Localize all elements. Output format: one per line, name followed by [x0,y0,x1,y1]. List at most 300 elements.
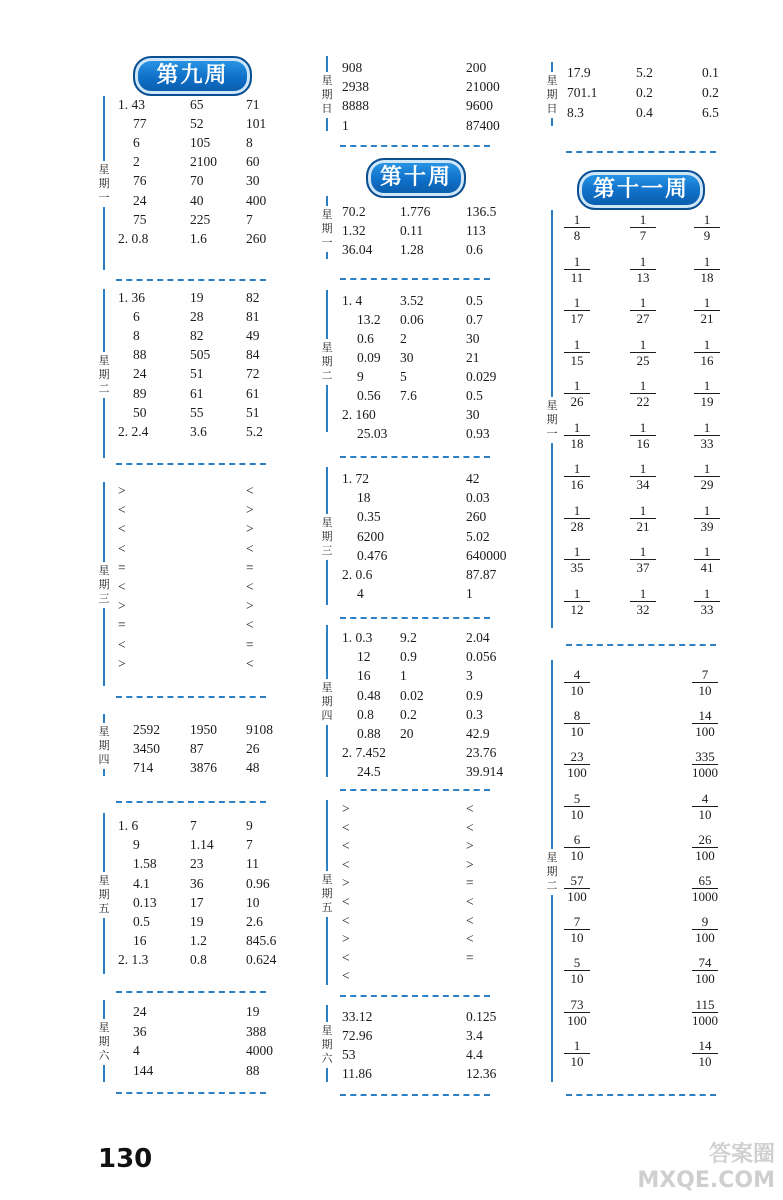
fraction-answer [630,420,656,451]
answer-cell: 0.056 [466,649,497,665]
dashed-separator [566,644,716,646]
dashed-separator [116,696,266,698]
fraction-numerator: 6 [573,831,581,847]
fraction-numerator: 1 [703,212,711,227]
fraction-numerator: 1 [703,419,711,435]
answer-cell: 12 [357,649,371,665]
answer-cell: 77 [133,116,147,132]
answer-cell: < [246,483,254,498]
fraction-numerator: 1 [573,544,581,559]
fraction-numerator: 7 [573,914,581,930]
fraction-answer [564,337,590,368]
answer-cell: < [342,819,350,835]
fraction-answer [694,295,720,326]
fraction-answer [630,461,656,492]
answer-cell: 8888 [342,98,369,114]
answer-cell: < [342,968,350,984]
answer-cell: 3876 [190,759,217,775]
fraction-answer [630,212,656,243]
fraction-numerator: 1 [573,502,581,518]
column-week-9 [0,0,277,1200]
answer-cell: 0.1 [702,65,719,80]
answer-cell: 845.6 [246,933,277,949]
day-label: 星期二 [545,849,559,895]
answer-cell: 0.03 [466,490,490,506]
answer-cell: 51 [190,366,204,382]
answer-cell: 8 [133,328,140,344]
fraction-answer [564,832,590,863]
fraction-denominator: 10 [564,970,590,986]
answer-cell: 101 [246,116,267,132]
column-week-11 [530,0,783,1200]
dashed-separator [340,617,490,619]
fraction-numerator: 1 [639,212,647,227]
fraction-denominator: 100 [564,764,590,780]
fraction-denominator: 10 [564,806,590,822]
answer-cell: 2 [133,154,140,170]
fraction-numerator: 335 [695,749,715,765]
fraction-denominator: 27 [630,310,656,326]
fraction-denominator: 29 [694,476,720,492]
fraction-numerator: 1 [703,378,711,393]
fraction-answer [564,378,590,409]
fraction-denominator: 16 [694,352,720,368]
fraction-denominator: 16 [564,476,590,492]
answer-cell: 1.776 [400,204,431,219]
answer-cell: 30 [400,350,414,365]
answer-cell: 24.5 [357,764,381,780]
watermark-url: MXQE.COM [637,1168,775,1193]
answer-cell: 17 [190,894,204,910]
answer-cell: < [342,912,350,928]
fraction-denominator: 100 [692,847,718,863]
fraction-numerator: 1 [703,336,711,352]
answer-cell: 6200 [357,528,384,544]
answer-cell: 48 [246,759,260,775]
answer-cell: 2. 2.4 [118,423,149,439]
fraction-numerator: 115 [695,996,715,1012]
fraction-numerator: 26 [698,831,712,847]
column-week-10 [300,0,530,1200]
dashed-separator [340,789,490,791]
answer-cell: 30 [246,173,260,189]
answer-cell: 61 [190,385,204,401]
answer-cell: 2. 0.6 [342,567,373,582]
fraction-answer [564,420,590,451]
answer-cell: 16 [357,668,371,684]
answer-cell: 1. 6 [118,818,139,833]
fraction-denominator: 26 [564,393,590,409]
answer-cell: 388 [246,1023,267,1039]
fraction-numerator: 1 [573,295,581,310]
answer-cell: 84 [246,347,260,363]
fraction-answer [630,378,656,409]
answer-cell: 42 [466,471,480,486]
answer-cell: 1 [342,117,349,133]
answer-cell: 23.76 [466,745,497,761]
fraction-answer [694,461,720,492]
fraction-numerator: 4 [573,667,581,682]
answer-cell: 113 [466,223,486,238]
answer-cell: > [342,875,350,891]
answer-cell: 2. 0.8 [118,230,149,246]
answer-cell: 75 [133,211,147,227]
answer-cell: 0.9 [400,649,417,665]
answer-cell: = [466,949,474,965]
fraction-answer [564,749,590,780]
answer-cell: 16 [133,933,147,949]
answer-cell: 136.5 [466,204,497,219]
answer-cell: 1.6 [190,230,207,246]
fraction-denominator: 18 [564,435,590,451]
fraction-answer [694,544,720,575]
answer-cell: 36 [190,875,204,891]
fraction-answer [694,212,720,243]
fraction-answer [694,586,720,617]
answer-cell: 0.09 [357,350,381,365]
answer-cell: 49 [246,328,260,344]
answer-cell: 39.914 [466,764,504,780]
answer-cell: 8 [246,135,253,151]
answer-cell: 0.56 [357,388,381,403]
answer-cell: 4.4 [466,1047,483,1062]
answer-cell: 0.8 [190,952,207,968]
fraction-denominator: 32 [630,601,656,617]
fraction-answer [692,873,718,904]
fraction-answer [564,873,590,904]
fraction-numerator: 1 [703,295,711,310]
answer-cell: 6 [133,135,140,151]
answer-cell: 61 [246,385,260,401]
answer-cell: = [466,875,474,891]
fraction-answer [564,708,590,739]
answer-cell: 3.4 [466,1028,483,1043]
answer-cell: 1950 [190,722,217,737]
day-label: 星期六 [97,1019,111,1065]
fraction-numerator: 1 [703,502,711,518]
answer-cell: 89 [133,385,147,401]
day-label: 星期二 [320,339,334,385]
answer-cell: 9 [133,837,140,853]
answer-cell: 36.04 [342,242,373,257]
answer-cell: 21000 [466,79,500,95]
answer-cell: 12.36 [466,1066,497,1081]
fraction-answer [692,791,718,822]
answer-cell: 0.2 [400,706,417,722]
answer-cell: < [246,655,254,671]
answer-cell: 2.04 [466,630,490,645]
fraction-denominator: 8 [564,227,590,243]
fraction-denominator: 10 [564,929,590,945]
answer-cell: 3450 [133,740,160,756]
dashed-separator [116,1092,266,1094]
dashed-separator [116,463,266,465]
answer-cell: 0.2 [702,85,719,100]
answer-cell: 2100 [190,154,217,170]
answer-cell: 0.7 [466,312,483,327]
answer-cell: 21 [466,350,480,365]
fraction-answer [564,461,590,492]
answer-cell: < [466,931,474,947]
answer-cell: = [118,559,126,575]
fraction-numerator: 1 [703,544,711,559]
week-title-badge: 第十周 [366,158,466,198]
fraction-answer [564,503,590,534]
answer-cell: 0.3 [466,706,483,722]
fraction-denominator: 11 [564,269,590,285]
answer-cell: 1.14 [190,837,214,853]
answer-cell: 4 [133,1043,140,1058]
fraction-answer [692,1038,718,1069]
fraction-numerator: 5 [573,790,581,806]
fraction-numerator: 1 [703,461,711,476]
fraction-answer [694,420,720,451]
answer-cell: 26 [246,740,260,756]
fraction-numerator: 1 [573,419,581,435]
answer-cell: 72 [246,366,260,382]
answer-cell: < [118,540,126,556]
answer-cell: < [246,617,254,633]
answer-cell: 0.06 [400,312,424,327]
fraction-answer [694,378,720,409]
answer-cell: 4.1 [133,875,150,891]
fraction-denominator: 100 [692,970,718,986]
fraction-denominator: 33 [694,601,720,617]
answer-cell: < [466,801,474,816]
answer-cell: > [342,801,350,816]
answer-cell: 714 [133,759,154,775]
answer-cell: 19 [190,290,204,305]
answer-cell: < [466,894,474,909]
fraction-denominator: 19 [694,393,720,409]
answer-cell: 2938 [342,79,369,95]
fraction-answer [630,254,656,285]
answer-cell: 400 [246,192,267,208]
answer-cell: 0.11 [400,223,424,238]
answer-cell: 9 [357,369,364,384]
answer-cell: 30 [466,407,480,422]
fraction-denominator: 13 [630,269,656,285]
answer-cell: 1.2 [190,933,207,949]
fraction-denominator: 10 [564,847,590,863]
answer-cell: 0.96 [246,875,270,891]
answer-cell: 17.9 [567,65,591,80]
day-label: 星期六 [320,1022,334,1068]
answer-cell: 19 [246,1004,260,1019]
answer-cell: 5 [400,369,407,384]
day-label: 星期五 [320,871,334,917]
answer-cell: 0.029 [466,369,497,384]
fraction-denominator: 1000 [692,1012,718,1028]
fraction-denominator: 15 [564,352,590,368]
answer-cell: 908 [342,60,363,75]
answer-cell: 55 [190,404,204,420]
answer-cell: 9108 [246,722,273,737]
answer-cell: < [466,912,474,928]
fraction-denominator: 18 [694,269,720,285]
answer-cell: 2.6 [246,914,263,929]
answer-cell: 9 [246,818,253,833]
dashed-separator [340,145,490,147]
watermark-logo-text: 答案圈 [708,1142,775,1167]
answer-cell: 1. 43 [118,97,145,112]
answer-cell: < [118,636,126,652]
answer-cell: 24 [133,366,147,382]
answer-cell: = [246,636,254,652]
fraction-answer [694,503,720,534]
answer-cell: 1. 72 [342,471,369,486]
answer-cell: 5.2 [636,65,653,80]
answer-cell: 2. 160 [342,407,376,422]
answer-cell: 640000 [466,547,507,563]
answer-cell: 82 [190,328,204,344]
answer-cell: 5.2 [246,423,263,439]
day-label: 星期四 [97,723,111,769]
fraction-answer [692,667,718,698]
answer-cell: 1.58 [133,856,157,872]
fraction-denominator: 25 [630,352,656,368]
answer-cell: 0.48 [357,687,381,703]
answer-cell: 3.6 [190,423,207,439]
fraction-denominator: 41 [694,559,720,575]
answer-cell: 0.6 [357,331,374,346]
fraction-numerator: 1 [573,585,581,601]
answer-cell: > [246,502,254,518]
answer-cell: 88 [133,347,147,363]
fraction-denominator: 17 [564,310,590,326]
answer-cell: 24 [133,192,147,208]
answer-cell: 10 [246,894,260,910]
answer-cell: > [342,931,350,947]
day-label: 星期一 [545,397,559,443]
fraction-numerator: 73 [570,996,584,1012]
answer-cell: 65 [190,97,204,112]
answer-cell: 0.35 [357,509,381,525]
answer-cell: 87 [190,740,204,756]
answer-cell: 71 [246,97,260,112]
answer-cell: 0.125 [466,1009,497,1024]
answer-cell: 70.2 [342,204,366,219]
answer-cell: > [246,598,254,614]
fraction-numerator: 1 [573,212,581,227]
dashed-separator [116,279,266,281]
answer-cell: 0.4 [636,105,653,120]
answer-cell: 505 [190,347,211,363]
fraction-denominator: 22 [630,393,656,409]
fraction-numerator: 1 [703,585,711,601]
dashed-separator [566,1094,716,1096]
answer-cell: > [118,598,126,614]
answer-cell: 18 [357,490,371,506]
answer-cell: > [466,856,474,872]
answer-cell: 7 [246,211,253,227]
answer-cell: 52 [190,116,204,132]
answer-cell: 20 [400,726,414,741]
fraction-denominator: 16 [630,435,656,451]
answer-cell: 1 [400,668,407,684]
answer-cell: 7 [246,837,253,853]
fraction-denominator: 33 [694,435,720,451]
fraction-answer [630,295,656,326]
fraction-numerator: 1 [573,336,581,352]
fraction-numerator: 1 [639,461,647,476]
answer-cell: < [342,856,350,872]
answer-cell: 87.87 [466,567,497,582]
fraction-answer [692,749,718,780]
fraction-answer [692,708,718,739]
answer-cell: 1. 0.3 [342,630,373,645]
fraction-answer [564,254,590,285]
answer-cell: 4000 [246,1043,273,1058]
answer-cell: 3 [466,668,473,684]
dashed-separator [340,1094,490,1096]
fraction-answer [564,955,590,986]
answer-cell: 0.5 [466,293,483,308]
answer-cell: 51 [246,404,260,420]
answer-cell: < [118,502,126,518]
fraction-denominator: 12 [564,601,590,617]
answer-cell: 36 [133,1023,147,1039]
answer-cell: 5.02 [466,528,490,544]
answer-cell: 9.2 [400,630,417,645]
answer-cell: 0.8 [357,706,374,722]
fraction-numerator: 1 [573,253,581,269]
answer-cell: 25.03 [357,426,388,441]
fraction-numerator: 14 [698,708,712,724]
answer-cell: 144 [133,1062,154,1078]
fraction-answer [564,544,590,575]
answer-cell: 3.52 [400,293,424,308]
fraction-denominator: 35 [564,559,590,575]
fraction-answer [564,586,590,617]
fraction-answer [564,914,590,945]
answer-cell: > [118,655,126,671]
day-label: 星期五 [97,872,111,918]
fraction-denominator: 10 [692,806,718,822]
answer-cell: 23 [190,856,204,872]
answer-cell: > [118,483,126,498]
fraction-denominator: 100 [564,888,590,904]
answer-cell: = [246,559,254,575]
page-number: 130 [98,1144,153,1174]
answer-cell: 0.02 [400,687,424,703]
answer-cell: 60 [246,154,260,170]
answer-cell: 7 [190,818,197,833]
fraction-numerator: 1 [703,253,711,269]
fraction-denominator: 100 [692,723,718,739]
fraction-denominator: 21 [630,518,656,534]
answer-cell: 0.476 [357,547,388,563]
fraction-numerator: 57 [570,873,584,888]
fraction-numerator: 1 [573,1037,581,1053]
answer-cell: < [246,579,254,594]
fraction-denominator: 1000 [692,889,718,904]
fraction-answer [564,212,590,243]
answer-cell: 105 [190,135,211,151]
day-label: 星期四 [320,679,334,725]
fraction-numerator: 14 [698,1037,712,1053]
answer-cell: 76 [133,173,147,189]
answer-cell: 2592 [133,722,160,737]
fraction-numerator: 1 [639,502,647,518]
fraction-answer [692,955,718,986]
fraction-answer [564,791,590,822]
dashed-separator [116,991,266,993]
fraction-denominator: 1000 [692,765,718,781]
fraction-answer [694,254,720,285]
answer-cell: < [342,894,350,909]
day-label: 星期三 [97,562,111,608]
